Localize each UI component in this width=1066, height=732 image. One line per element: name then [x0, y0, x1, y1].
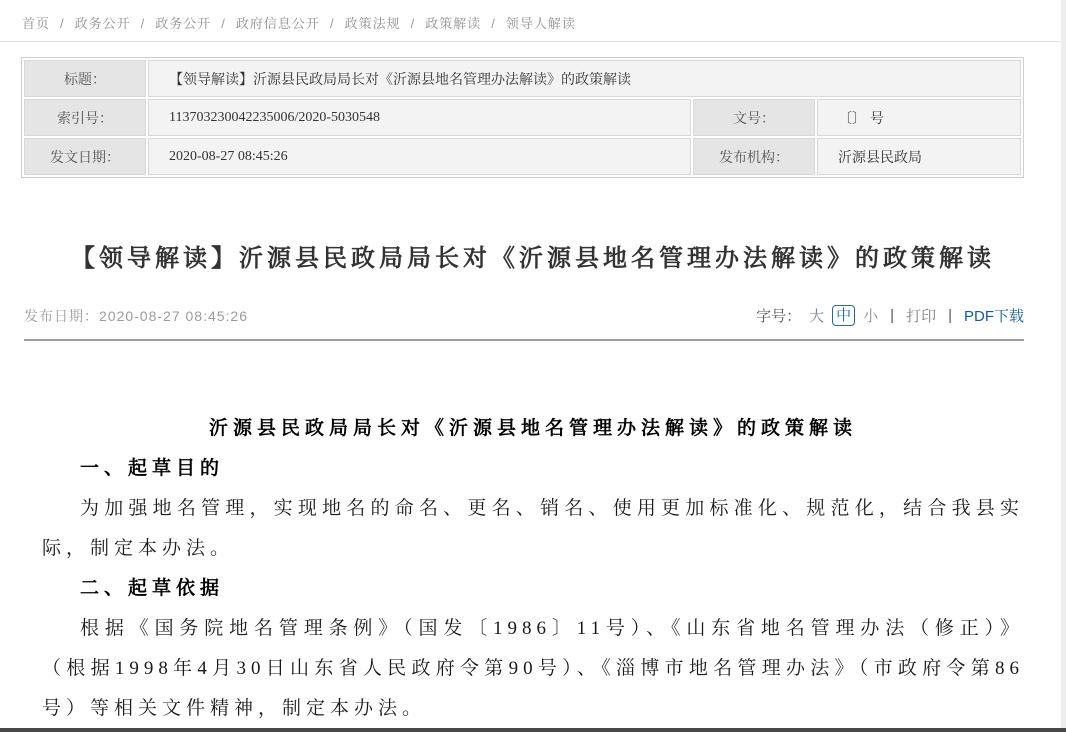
table-row-title	[24, 60, 1021, 97]
document-info-table	[21, 57, 1024, 178]
breadcrumb-item-policy-laws[interactable]: 政策法规	[344, 16, 401, 31]
publish-date-label: 发布日期：	[24, 307, 99, 324]
title-label: 标题：	[24, 60, 146, 97]
breadcrumb-separator: /	[221, 16, 226, 31]
breadcrumb-item-zwgk-2[interactable]: 政务公开	[155, 16, 212, 31]
content-heading: 沂源县民政局局长对《沂源县地名管理办法解读》的政策解读	[208, 418, 857, 439]
toolbar-separator: |	[948, 307, 952, 324]
index-number-value: 113703230042235006/2020-5030548	[148, 99, 691, 136]
font-size-label: 字号：	[756, 308, 802, 325]
font-size-medium-button[interactable]: 中	[832, 305, 855, 326]
table-row-index	[24, 99, 1021, 136]
issuing-org-value: 沂源县民政局	[817, 138, 1021, 175]
pdf-download-button[interactable]: PDF下载	[963, 308, 1024, 325]
section-2-title: 二、起草依据	[80, 578, 225, 599]
breadcrumb-item-home[interactable]: 首页	[22, 16, 51, 31]
breadcrumb-separator: /	[329, 16, 335, 31]
issue-date-label: 发文日期：	[24, 138, 146, 175]
doc-number-label: 文号：	[693, 99, 815, 136]
article-content	[0, 409, 1066, 729]
toolbar-separator: |	[890, 307, 895, 324]
section-1-title: 一、起草目的	[80, 458, 225, 479]
publish-date-value: 2020-08-27 08:45:26	[99, 307, 248, 324]
doc-number-value: 〔〕 号	[817, 99, 1021, 136]
article-meta-row	[0, 305, 1066, 326]
breadcrumb-item-policy-reading[interactable]: 政策解读	[425, 16, 482, 31]
breadcrumb-item-leader-reading[interactable]: 领导人解读	[505, 16, 576, 31]
title-value: 【领导解读】沂源县民政局局长对《沂源县地名管理办法解读》的政策解读	[148, 60, 1021, 97]
breadcrumb-item-zwgk-1[interactable]: 政务公开	[74, 16, 131, 31]
page-bottom-bar	[0, 728, 1066, 732]
issue-date-value: 2020-08-27 08:45:26	[148, 138, 691, 175]
meta-divider-line	[24, 339, 1024, 341]
breadcrumb-separator: /	[410, 16, 416, 31]
page-right-edge	[1061, 0, 1066, 728]
table-row-date	[24, 138, 1021, 175]
font-size-large-button[interactable]: 大	[809, 308, 825, 325]
breadcrumb-separator: /	[491, 16, 496, 31]
page-title: 【领导解读】沂源县民政局局长对《沂源县地名管理办法解读》的政策解读	[71, 245, 995, 272]
breadcrumb-separator: /	[140, 16, 146, 31]
publish-date	[24, 306, 248, 326]
breadcrumb	[0, 0, 1066, 32]
section-2-body: 根据《国务院地名管理条例》（国发〔1986〕11号）、《山东省地名管理办法（修正）》（根据1998年4月30日山东省人民政府令第90号）、《淄博市地名管理办法》（市政府令第86号）等相关文件精神，制定本办法。	[42, 618, 1024, 719]
issuing-org-label: 发布机构：	[693, 138, 815, 175]
article-toolbar	[756, 305, 1024, 326]
breadcrumb-separator: /	[60, 16, 65, 31]
print-button[interactable]: 打印	[906, 308, 937, 325]
section-1-body: 为加强地名管理，实现地名的命名、更名、销名、使用更加标准化、规范化，结合我县实际，制定本办法。	[42, 498, 1024, 559]
breadcrumb-divider	[0, 41, 1066, 42]
font-size-small-button[interactable]: 小	[863, 308, 879, 325]
breadcrumb-item-gov-info[interactable]: 政府信息公开	[235, 16, 320, 31]
index-number-label: 索引号：	[24, 99, 146, 136]
